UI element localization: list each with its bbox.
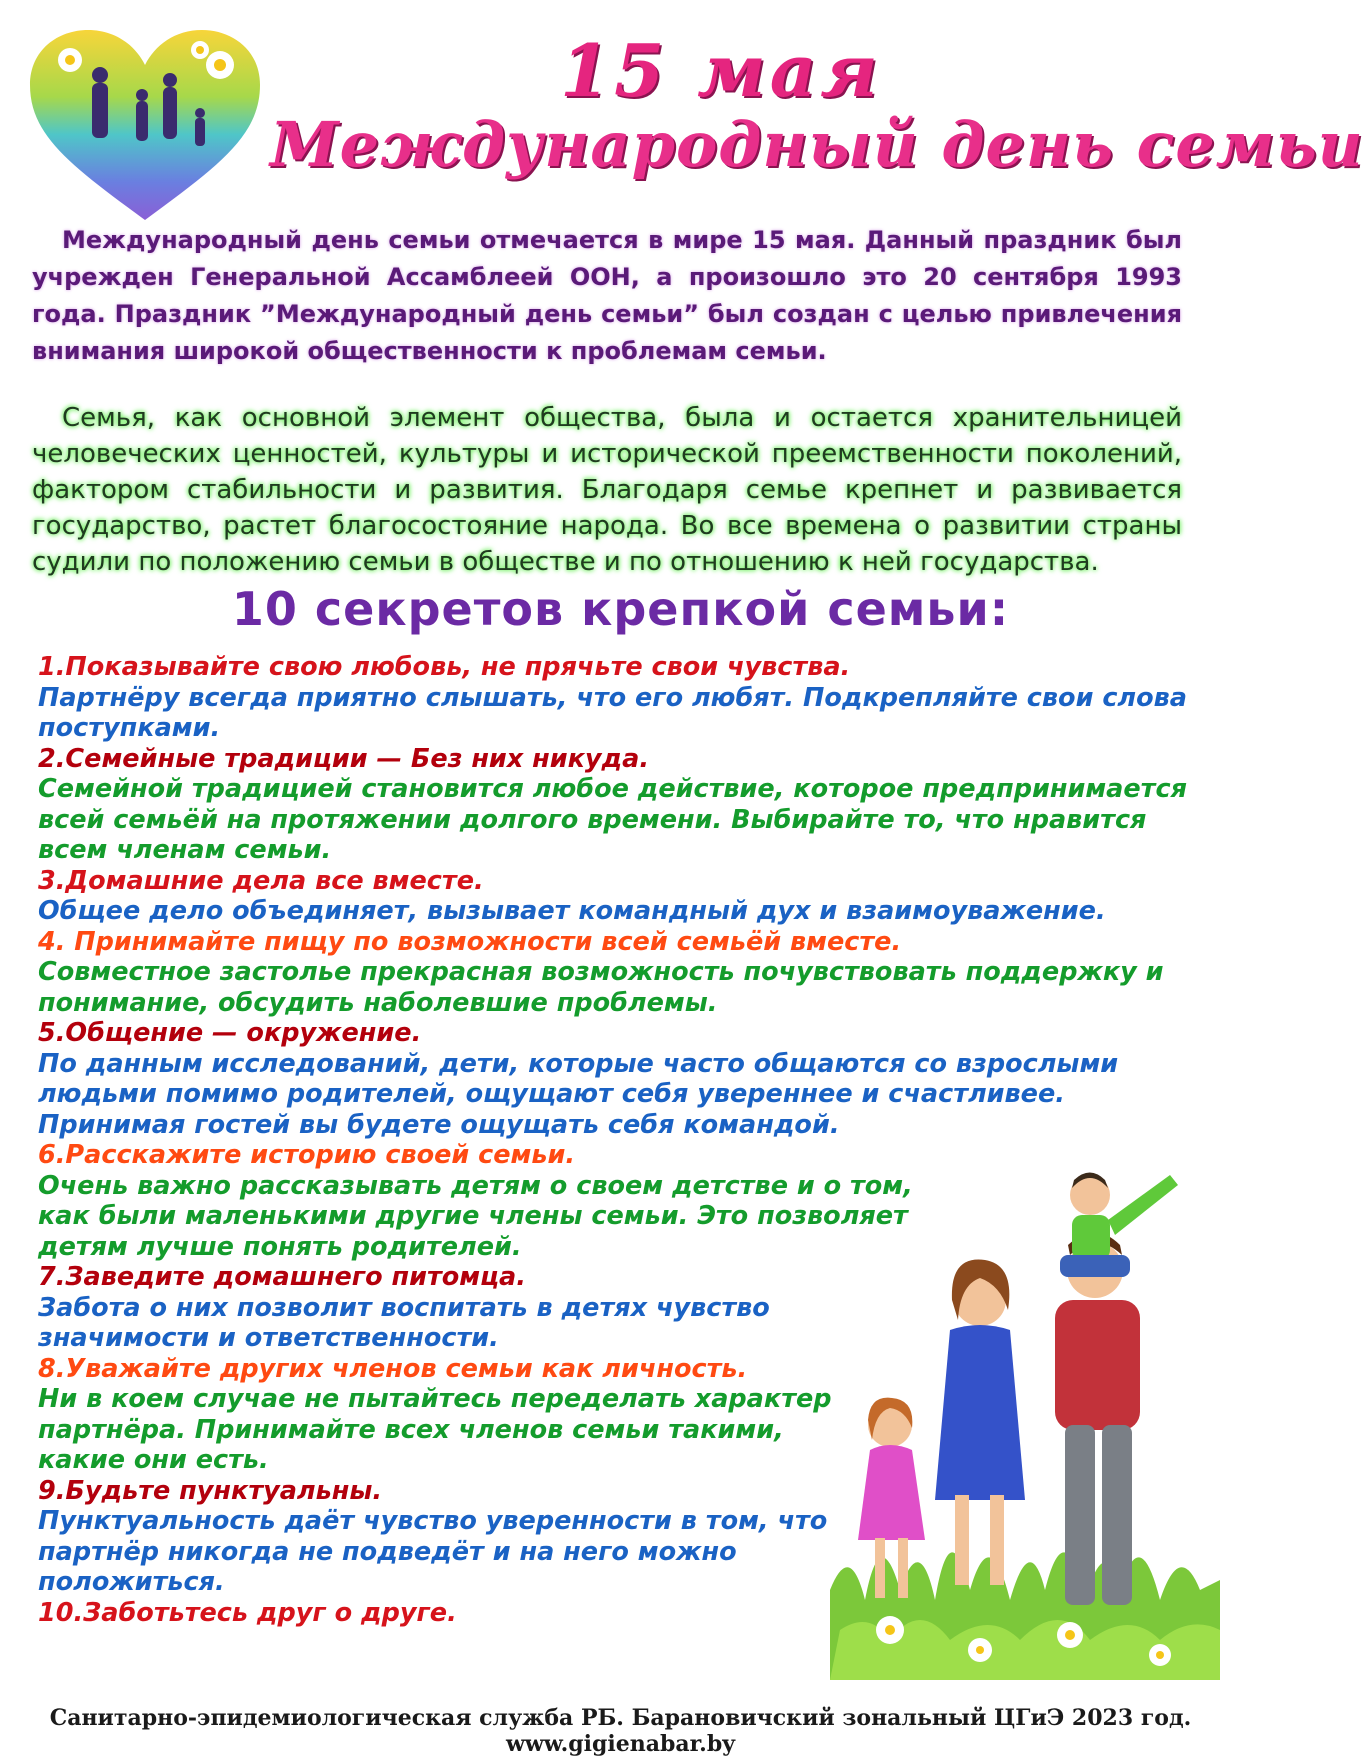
page-date: 15 мая (560, 28, 882, 113)
secret-text: Партнёру всегда приятно слышать, что его любят. Подкрепляйте свои слова поступками. (38, 682, 1187, 743)
secret-heading: 9.Будьте пунктуальны. (38, 1475, 383, 1506)
secret-item-1 (38, 652, 1208, 744)
secret-heading: 3.Домашние дела все вместе. (38, 865, 484, 896)
secret-text: Общее дело объединяет, вызывает командный дух и взаимоуважение. (38, 896, 1106, 926)
secrets-heading: 10 секретов крепкой семьи: (231, 582, 1010, 636)
family-illustration-icon (830, 1160, 1220, 1680)
heart-family-logo-icon (30, 25, 260, 225)
secret-heading: 5.Общение — окружение. (38, 1018, 422, 1048)
secret-item-2 (38, 744, 1208, 866)
secret-heading: 10.Заботьтесь друг о друге. (38, 1597, 457, 1628)
secret-heading: 4. Принимайте пищу по возможности всей семьёй вместе. (38, 926, 902, 957)
secret-heading: 8.Уважайте других членов семьи как личность. (38, 1353, 748, 1384)
page-title: Международный день семьи (270, 108, 1364, 181)
secret-text: Совместное застолье прекрасная возможность почувствовать поддержку и понимание, обсудить наболевшие проблемы. (38, 957, 1164, 1018)
secret-text: Пунктуальность даёт чувство уверенности в том, что партнёр никогда не подведёт и на него можно положиться. (38, 1506, 828, 1597)
secret-text: Семейной традицией становится любое действие, которое предпринимается всей семьёй на протяжении долгого времени. Выбирайте то, что нравится всем членам семьи. (38, 774, 1187, 865)
secret-item-3 (38, 866, 1208, 927)
secret-text: По данным исследований, дети, которые часто общаются со взрослыми людьми помимо родителей, ощущают себя увереннее и счастливее. Принимая гостей вы будете ощущать себя командой. (38, 1048, 1119, 1140)
secret-text: Ни в коем случае не пытайтесь переделать характер партнёра. Принимайте всех членов семьи такими, какие они есть. (38, 1384, 832, 1475)
footer-credit: Санитарно-эпидемиологическая служба РБ. Барановичский зональный ЦГиЭ 2023 год. www.gigienabar.by (49, 1705, 1192, 1757)
secret-item-4 (38, 927, 1208, 1019)
intro-paragraph: Международный день семьи отмечается в мире 15 мая. Данный праздник был учрежден Генеральной Ассамблеей ООН, а произошло это 20 сентября 1993 года. Праздник ”Международный день семьи” был создан с целью привлечения внимания широкой общественности к проблемам семьи. (32, 226, 1182, 365)
secret-text: Очень важно рассказывать детям о своем детстве и о том, как были маленькими другие члены семьи. Это позволяет детям лучше понять родителей. (38, 1170, 913, 1262)
secret-heading: 2.Семейные традиции — Без них никуда. (38, 743, 650, 774)
family-paragraph: Семья, как основной элемент общества, была и остается хранительницей человеческих ценностей, культуры и исторической преемственности поколений, фактором стабильности и развития. Благодаря семье крепнет и развивается государство, растет благосостояние народа. Во все времена о развитии страны судили по положению семьи в обществе и по отношению к ней государства. (32, 403, 1182, 577)
secret-heading: 7.Заведите домашнего питомца. (38, 1262, 526, 1292)
secret-heading: 1.Показывайте свою любовь, не прячьте свои чувства. (38, 652, 851, 682)
secret-text: Забота о них позволит воспитать в детях чувство значимости и ответственности. (38, 1292, 770, 1353)
secret-heading: 6.Расскажите историю своей семьи. (38, 1140, 576, 1170)
secret-item-5 (38, 1018, 1208, 1140)
